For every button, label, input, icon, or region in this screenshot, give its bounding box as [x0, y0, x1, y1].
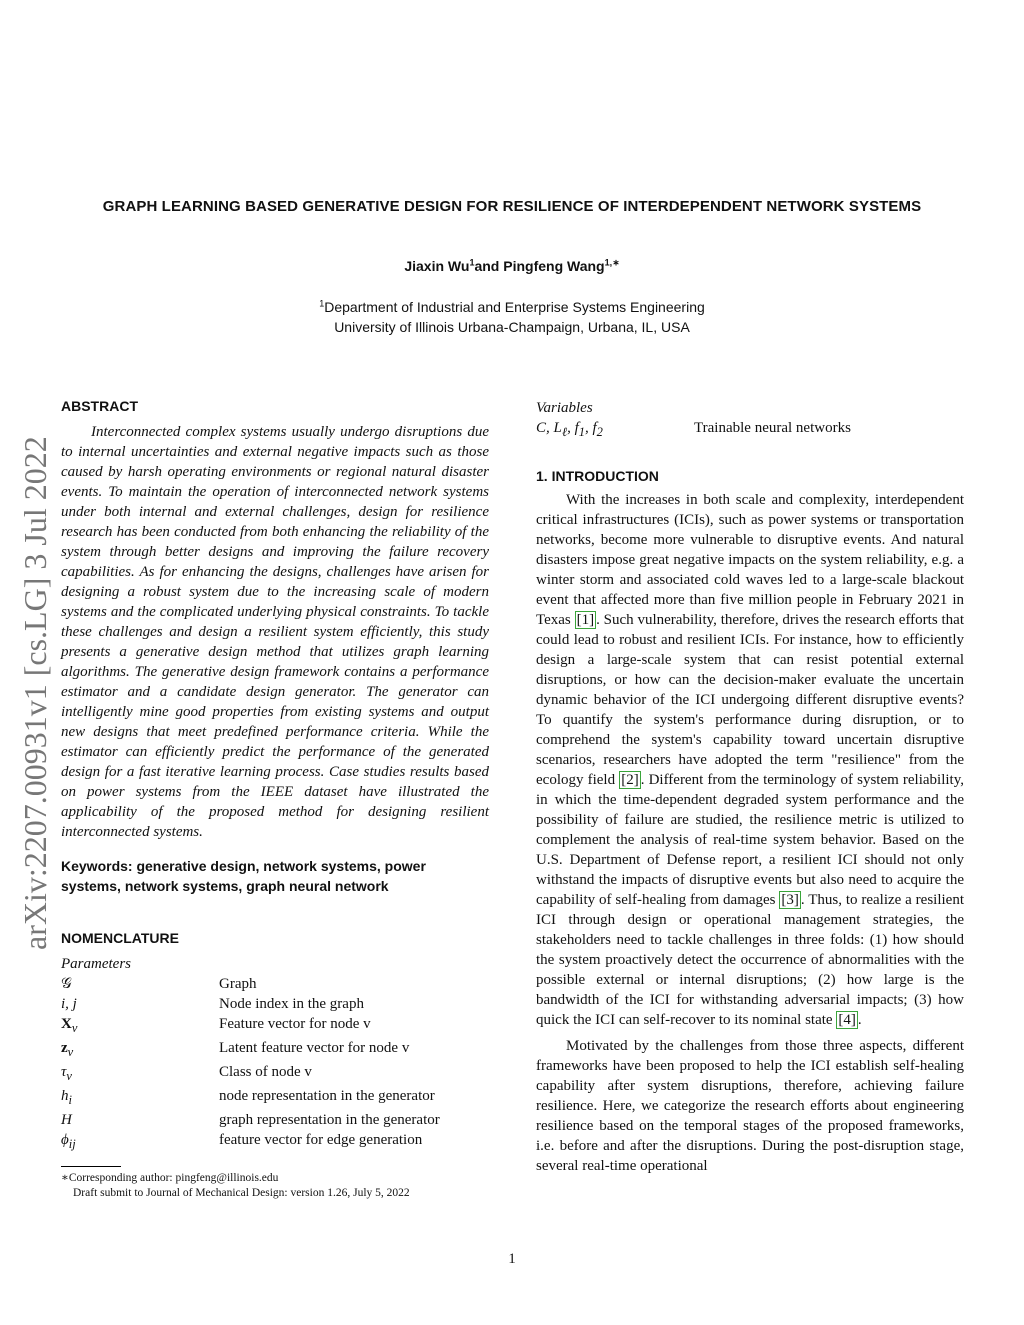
intro-paragraph-1: With the increases in both scale and complexity, interdependent critical infrastructures (ICIs), such as power systems or transportation networks, become more vulnerable to disruptive events. And natural disasters impose great negative impacts on the system reliability, e.g. a winter storm and associated cold waves led to a large-scale blackout event that affected more than five million people in February 2021 in Texas [1] . Such vulnerability, therefore, drives the research efforts that could lead to robust and resilient ICIs. For instance, how to efficiently design a large-scale system that can resist potential external disruptions, or how can the decision-maker evaluate the uncertain dynamic behavior of the ICI undergoing different disruptive events? To quantify the system's performance during disruption, or to comprehend the system's capability toward uncertain disruptive scenarios, researchers have adopted the term "resilience" from the ecology field [2] . Different from the terminology of system reliability, in which the time-dependent degraded system performance and the possibility of failure are studied, the resilience metric is utilized to complement the analysis of real-time system behavior. Based on the U.S. Department of Defense report, a resilient ICI should not only withstand the impacts of disruptive events but also need to acquire the capability of self-healing from damages [3] . Thus, to realize a resilient ICI through design or operational management strategies, the stakeholders need to tackle challenges in three folds: (1) how should the system proactively detect the occurrence of abnormalities with the possible external or internal disruptions; (2) how large is the bandwidth of the ICI for withstanding adversarial impacts; (3) how quick the ICI can self-recover to its nominal state [4] . — [536, 492, 964, 1028]
intro-paragraph-2: Motivated by the challenges from those three aspects, different frameworks have been proposed to help the ICI establish self-healing capability after system disruptions, therefore, achieving failure resilience. Here, we categorize the research efforts about engineering resilience based on the temporal stages of the proposed frameworks, i.e. before and after the disruptions. During the post-disruption stage, several real-time operational — [536, 1038, 964, 1174]
nom-definition: feature vector for edge generation — [219, 1132, 423, 1148]
author-1-affil: 1 — [469, 257, 475, 268]
nom-row — [61, 1014, 489, 1038]
nom-definition: graph representation in the generator — [219, 1112, 440, 1128]
arxiv-stamp: arXiv:2207.00931v1 [cs.LG] 3 Jul 2022 — [17, 436, 53, 950]
nom-definition: Class of node v — [219, 1064, 312, 1080]
parameters-label: Parameters — [61, 956, 131, 972]
nom-row — [536, 418, 964, 442]
parameters-list — [61, 974, 489, 1154]
abstract-heading: ABSTRACT — [61, 398, 138, 414]
nom-definition: Latent feature vector for node v — [219, 1040, 410, 1056]
right-column — [536, 398, 964, 1176]
left-column — [61, 398, 489, 1201]
nom-row — [61, 1110, 489, 1130]
nom-symbol: $z_v$ — [61, 1040, 74, 1059]
authors — [0, 258, 1024, 274]
author-2: and Pingfeng Wang — [474, 258, 605, 274]
nom-row — [61, 1086, 489, 1110]
nom-symbol: $\phi_{ij}$ — [61, 1132, 76, 1151]
introduction-heading: 1. INTRODUCTION — [536, 468, 659, 484]
citation-link[interactable]: [3] — [781, 892, 799, 908]
citation-link[interactable]: [2] — [621, 772, 639, 788]
nom-row — [61, 994, 489, 1014]
citation-link[interactable]: [4] — [838, 1012, 856, 1028]
footnote-corresponding: ∗Corresponding author: pingfeng@illinois.edu — [61, 1172, 279, 1184]
nom-definition: Feature vector for node v — [219, 1016, 371, 1032]
author-2-affil: 1,∗ — [604, 257, 620, 268]
affil-line-1: Department of Industrial and Enterprise Systems Engineering — [324, 299, 705, 315]
affil-line-2: University of Illinois Urbana-Champaign, Urbana, IL, USA — [334, 319, 690, 335]
nom-symbol: H — [61, 1112, 72, 1128]
nom-row — [61, 1038, 489, 1062]
footnote-draft: Draft submit to Journal of Mechanical Design: version 1.26, July 5, 2022 — [73, 1187, 410, 1199]
affil-marker: 1 — [319, 298, 325, 309]
abstract-text: Interconnected complex systems usually undergo disruptions due to internal uncertainties and external negative impacts such as those caused by harsh operating environments or regional natural disaster events. To maintain the operation of interconnected network systems under both internal and external challenges, design for resilience research has been conducted from both enhancing the reliability of the system through better designs and improving the failure recovery capabilities. As for enhancing the designs, challenges have arisen for designing a robust system due to the increasing scale of modern systems and the complicated underlying physical constraints. To tackle these challenges and design a resilient system efficiently, this study presents a generative design method that utilizes graph learning algorithms. The generative design framework contains a performance estimator and a candidate design generator. The generator can intelligently mine good properties from existing systems and output new designs that meet predefined performance criteria. While the estimator can efficiently predict the performance of the generated design for a fast iterative learning process. Case studies results based on power systems from the IEEE dataset have illustrated the applicability of the proposed method for designing resilient interconnected systems. — [61, 424, 489, 840]
nom-symbol: $\tau_v$ — [61, 1064, 72, 1083]
citation-link[interactable]: [1] — [576, 612, 595, 628]
nomenclature-heading: NOMENCLATURE — [61, 930, 179, 946]
paper-title: GRAPH LEARNING BASED GENERATIVE DESIGN FOR RESILIENCE OF INTERDEPENDENT NETWORK SYSTEMS — [102, 198, 922, 215]
nom-row — [61, 1062, 489, 1086]
keywords: Keywords: generative design, network systems, power systems, network systems, graph neural network — [61, 858, 426, 894]
nom-definition: node representation in the generator — [219, 1088, 435, 1104]
nom-row — [61, 1130, 489, 1154]
nom-symbol: C, $L_\ell$, $f_1$, $f_2$ — [536, 420, 603, 439]
page-number: 1 — [508, 1251, 516, 1267]
nom-symbol: 𝒢 — [61, 976, 72, 992]
nom-definition: Node index in the graph — [219, 996, 364, 1012]
affiliation — [0, 297, 1024, 337]
nom-definition: Graph — [219, 976, 257, 992]
nom-symbol: i, j — [61, 996, 77, 1012]
footnote-rule — [61, 1166, 121, 1167]
nom-definition: Trainable neural networks — [694, 420, 851, 436]
nom-row — [61, 974, 489, 994]
nom-symbol: $h_i$ — [61, 1088, 72, 1107]
variables-label: Variables — [536, 400, 593, 416]
nom-symbol: $X_v$ — [61, 1016, 78, 1035]
author-1: Jiaxin Wu — [404, 258, 470, 274]
